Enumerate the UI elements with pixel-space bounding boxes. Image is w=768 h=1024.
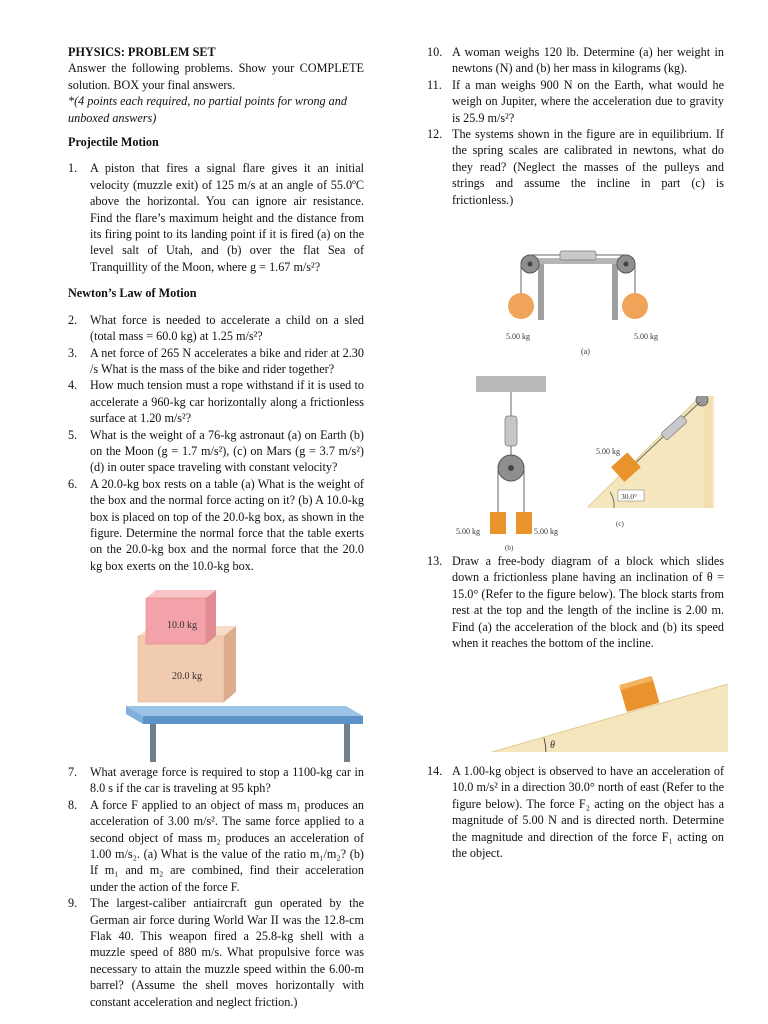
newton-problem-list [68, 312, 364, 575]
spring-scale-b [505, 416, 517, 446]
table-top [126, 706, 363, 716]
mass-right-b-label: 5.00 kg [534, 527, 558, 536]
theta-label: θ [550, 740, 555, 751]
box-10kg-label: 10.0 kg [167, 620, 197, 631]
mass-left-b [490, 512, 506, 534]
mass-right-b [516, 512, 532, 534]
mass-right-a [622, 293, 648, 319]
figure-c-caption: (c) [616, 520, 624, 528]
problem-12: 12. The systems shown in the figure are in equilibrium. If the spring scales are calibrated in newtons, what do they read? (Neglect the masses of the pulleys and strings and assume the incline in part (c) is frictionless.) [427, 127, 724, 207]
section-newtons-law: Newton’s Law of Motion [68, 286, 197, 301]
problem-8: 8. A force F applied to an object of mass m₁ produces an acceleration of 3.00 m/s². The same force applied to a second object of mass m₂ produces an acceleration of 1.00 m/s₂. (a) What is the value of the ratio m₁/m₂? (b) If m₁ and m₂ are combined, find their acceleration under the action of the force F. [68, 797, 364, 894]
left-column-bottom [68, 764, 364, 1010]
problem-13: 13. Draw a free-body diagram of a block which slides down a frictionless plane having an inclination of θ = 15.0° (Refer to the figure below). The block starts from rest at the top and the length of the incline is 2.00 m. Find (a) the acceleration of the block and (b) its speed when it reaches the bottom of the incline. [427, 554, 724, 651]
mass-left-a [508, 293, 534, 319]
figure-a-caption: (a) [581, 347, 590, 356]
figure-c-incline [588, 396, 718, 568]
problem-14: 14. A 1.00-kg object is observed to have an acceleration of 10.0 m/s² in a direction 30.0° north of east (Refer to the figure below). The force F₂ acting on the object has a magnitude of 5.00 N and is directed north. Determine the magnitude and direction of the force F₁ acting on the object. [427, 764, 724, 861]
points-note: *(4 points each required, no partial points for wrong and unboxed answers) [68, 94, 347, 125]
boxes-on-table-figure [108, 588, 363, 763]
mass-right-a-label: 5.00 kg [634, 332, 658, 341]
problem-3: 3. A net force of 265 N accelerates a bike and rider at 2.30 /s What is the mass of the bike and rider together? [68, 345, 364, 376]
page-title: PHYSICS: PROBLEM SET [68, 45, 216, 59]
table-leg [150, 724, 156, 762]
box-20kg [138, 636, 224, 702]
box-20kg-label: 20.0 kg [172, 671, 202, 682]
section-projectile-motion: Projectile Motion [68, 135, 159, 150]
ceiling [476, 376, 546, 392]
figure-b-caption: (b) [505, 544, 514, 552]
right-column-middle [428, 553, 724, 651]
incline-figure-13 [490, 672, 730, 754]
mass-left-b-label: 5.00 kg [456, 527, 480, 536]
problem-6: 6. A 20.0-kg box rests on a table (a) What is the weight of the box and the normal force acting on it? (b) A 10.0-kg box is placed on top of the 20.0-kg box, as shown in the figure. Determine the normal force that the table exerts on the 20.0-kg box and the normal force that the 20.0 kg box exerts on the 10.0-kg box. [68, 476, 364, 573]
problem-4: 4. How much tension must a rope withstand if it is used to accelerate a 960-kg car horizontally along a frictionless surface at 1.20 m/s²? [68, 378, 364, 426]
right-column-bottom [428, 763, 724, 861]
right-column [428, 44, 724, 208]
instructions: Answer the following problems. Show your COMPLETE solution. BOX your final answers. [68, 61, 364, 92]
problem-9: 9. The largest-caliber antiaircraft gun operated by the German air force during World War II was the 12.8-cm Flak 40. This weapon fired a 25.8-kg shell with a muzzle speed of 880 m/s. What propulsive force was necessary to attain the muzzle speed within the 6.00-m barrel? (Assume the shell moves horizontally with constant acceleration and neglect friction.) [68, 896, 364, 1009]
figure-a-pulley-frame [500, 244, 690, 356]
problem-5: 5. What is the weight of a 76-kg astronaut (a) on Earth (b) on the Moon (g = 1.7 m/s²), (c) on Mars (g = 3.7 m/s²) (d) in outer space traveling with constant velocity? [68, 427, 364, 475]
angle-c-label: 30.0° [621, 492, 638, 501]
table-leg [344, 724, 350, 762]
figure-b-hanging-pulley [452, 376, 572, 554]
right-problem-list-continued [428, 553, 724, 651]
right-problem-list [428, 44, 724, 208]
right-problem-list-end [428, 763, 724, 861]
problem-2: 2. What force is needed to accelerate a child on a sled (total mass = 60.0 kg) at 1.25 m/s²? [68, 312, 364, 344]
table-edge [143, 716, 363, 724]
problem-1: 1. A piston that fires a signal flare gives it an initial velocity (muzzle exit) of 125 m/s at an angle of 55.0ºC above the horizontal. You can ignore air resistance. Find the flare’s maximum height and the distance from its firing point to its landing point if it is fired (a) on the level salt of Utah, and (b) over the flat Sea of Tranquillity of the Moon, where g = 1.67 m/s²? [68, 161, 364, 274]
problem-11: 11. If a man weighs 900 N on the Earth, what would he weigh on Jupiter, where the acceleration due to gravity is 25.9 m/s²? [427, 77, 724, 125]
projectile-problem-list [68, 160, 364, 275]
left-column [68, 44, 364, 574]
mass-left-a-label: 5.00 kg [506, 332, 530, 341]
newton-problem-list-continued [68, 764, 364, 1010]
problem-7: 7. What average force is required to stop a 1100-kg car in 8.0 s if the car is traveling at 95 kph? [68, 765, 364, 796]
problem-10: 10. A woman weighs 120 lb. Determine (a) her weight in newtons (N) and (b) her mass in kilograms (kg). [427, 45, 724, 76]
mass-c-label: 5.00 kg [596, 447, 620, 456]
spring-scale-a [560, 251, 596, 260]
